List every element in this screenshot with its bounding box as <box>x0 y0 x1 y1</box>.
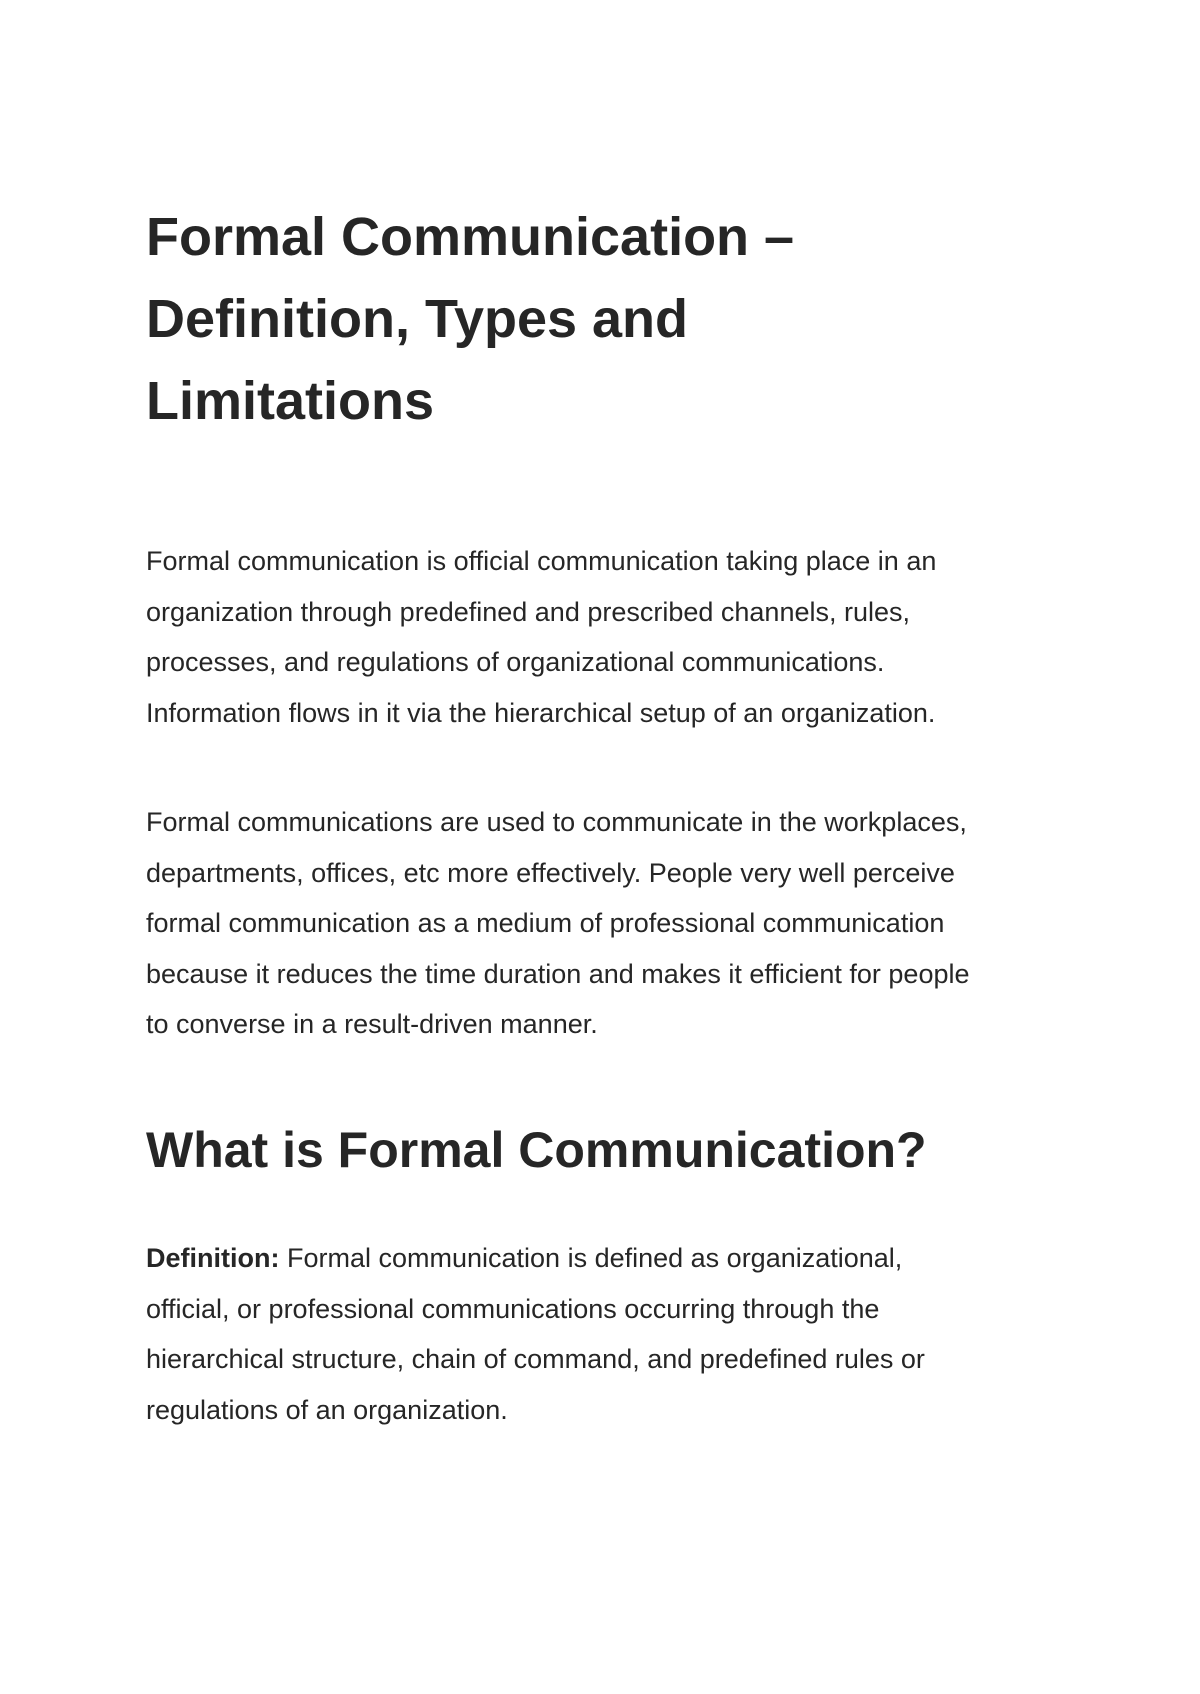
intro-line: organization through predefined and prescribed channels, rules, <box>146 596 911 627</box>
usage-line: Formal communications are used to communicate in the workplaces, <box>146 807 967 837</box>
usage-paragraph <box>146 797 1066 1050</box>
definition-line: official, or professional communications occurring through the <box>146 1293 880 1324</box>
title-line-3: Limitations <box>146 371 435 431</box>
title-line-1: Formal Communication – <box>146 207 795 267</box>
usage-line: because it reduces the time duration and makes it efficient for people <box>146 958 970 989</box>
definition-line: hierarchical structure, chain of command, and predefined rules or <box>146 1344 925 1374</box>
intro-line: Information flows in it via the hierarchical setup of an organization. <box>146 697 936 728</box>
page-title <box>146 196 1066 442</box>
definition-label: Definition: <box>146 1243 280 1273</box>
usage-line: departments, offices, etc more effectively. People very well perceive <box>146 857 955 888</box>
definition-line: regulations of an organization. <box>146 1394 508 1425</box>
usage-line: to converse in a result-driven manner. <box>146 1009 598 1039</box>
definition-line: Formal communication is defined as organizational, <box>279 1243 903 1273</box>
intro-line: processes, and regulations of organizational communications. <box>146 647 885 677</box>
title-line-2: Definition, Types and <box>146 289 689 349</box>
intro-line: Formal communication is official communication taking place in an <box>146 546 937 576</box>
section-heading: What is Formal Communication? <box>146 1122 927 1178</box>
intro-paragraph <box>146 536 1066 738</box>
usage-line: formal communication as a medium of professional communication <box>146 908 945 938</box>
definition-paragraph <box>146 1233 1066 1435</box>
